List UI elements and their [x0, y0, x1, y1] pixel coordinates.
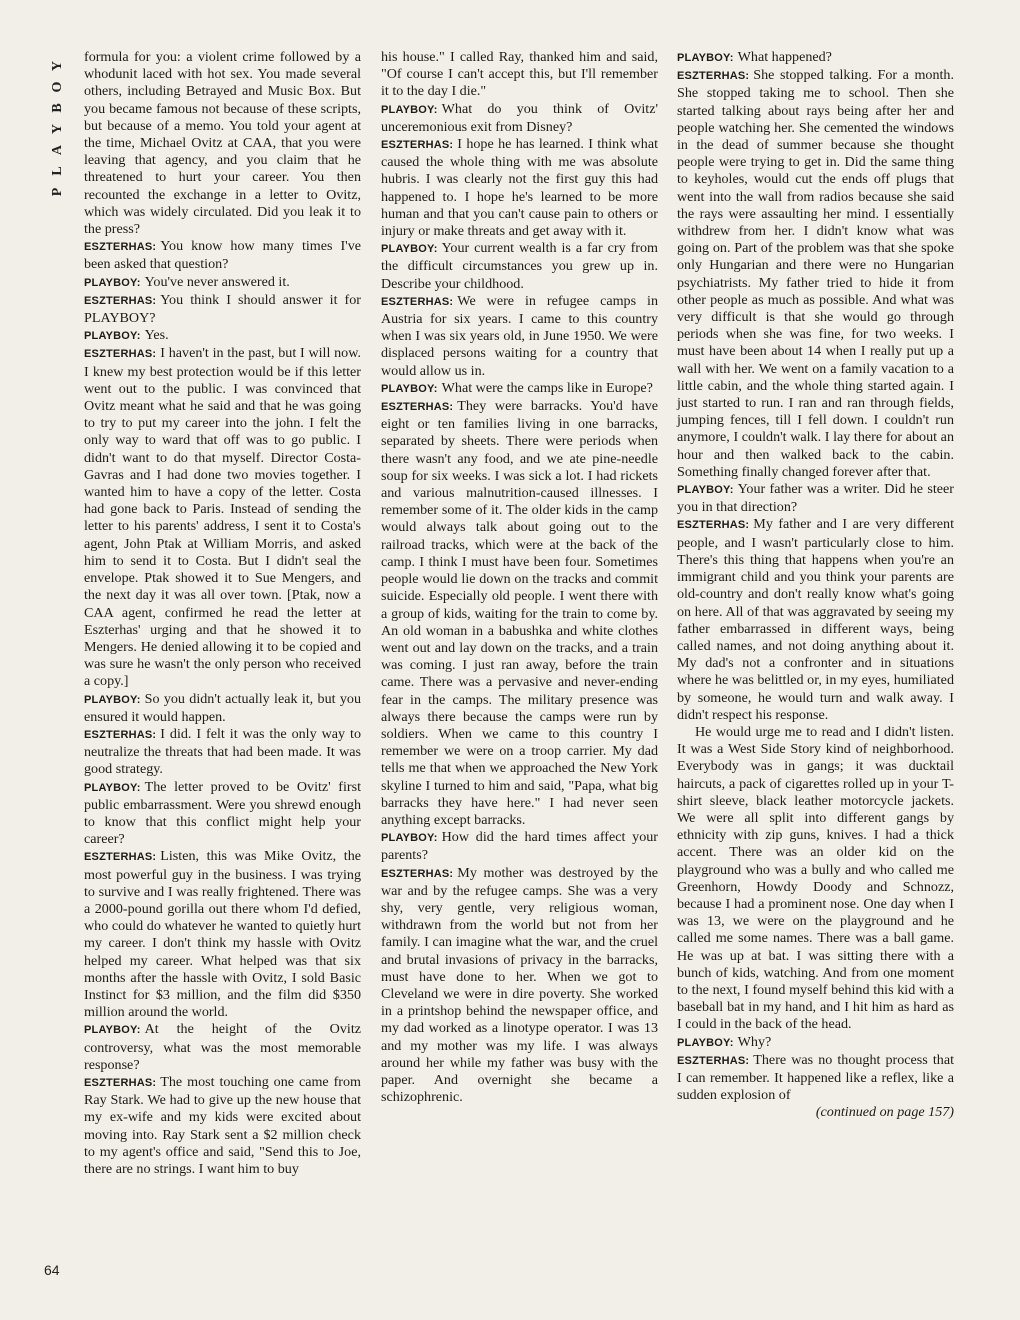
magazine-name-vertical: [44, 44, 74, 197]
paragraph-text: You've never answered it.: [144, 273, 290, 290]
paragraph-text: I hope he has learned. I think what caused the whole thing with me was absolute hubris. I was clearly not the first guy this had happened to. I hope he's learned to be more human and that you can't cause pain to others or injury or make threats and get away with it.: [381, 136, 658, 240]
speaker-label: PLAYBOY:: [381, 243, 438, 256]
page-number: 64: [44, 1262, 60, 1278]
paragraph-text: I haven't in the past, but I will now. I knew my best protection would be if this letter went out to the public. I was convinced that Ovitz meant what he said and that he was going to try to put my career into the john. I felt the only way to ward that off was to go public. I didn't want to do that myself. Director Costa-Gavras and I had done two movies together. I wanted him to have a copy of the letter. Costa had gone back to Paris. Instead of sending the letter to his parents' address, I sent it to Costa's agent, John Ptak at William Morris, and asked him to send it to Costa. But I didn't seal the envelope. Ptak showed it to Sue Mengers, and the next day it was all over town. [Ptak, now a CAA agent, confirmed he read the letter at Eszterhas' urging and that he showed it to Mengers. He denied allowing it to be copied and was sure he wasn't the only person who received a copy.]: [84, 345, 361, 690]
continued-note: (continued on page 157): [815, 1104, 954, 1121]
speaker-label: ESZTERHAS:: [84, 241, 157, 254]
paragraph-text: What do you think of Ovitz' unceremonious exit from Disney?: [381, 100, 658, 135]
speaker-label: PLAYBOY:: [677, 1036, 734, 1049]
speaker-label: ESZTERHAS:: [84, 728, 157, 741]
interview-exchange: [84, 238, 361, 273]
speaker-label: PLAYBOY:: [677, 52, 734, 64]
masthead-letter: B: [50, 103, 65, 113]
speaker-label: PLAYBOY:: [84, 276, 141, 289]
speaker-label: ESZTERHAS:: [677, 1054, 750, 1067]
paragraph-text: You think I should answer it for PLAYBOY?: [84, 291, 361, 327]
speaker-label: PLAYBOY:: [84, 1024, 141, 1037]
article-column-2: [381, 49, 658, 1106]
interview-exchange: [381, 380, 658, 398]
interview-exchange: [84, 274, 361, 292]
interview-exchange: [84, 726, 361, 779]
body-paragraph: [677, 724, 954, 1034]
speaker-label: ESZTERHAS:: [381, 401, 454, 414]
interview-exchange: [84, 848, 361, 1021]
interview-exchange: [84, 1021, 361, 1074]
masthead-letter: A: [50, 144, 65, 156]
paragraph-text: They were barracks. You'd have eight or ten families living in one barracks, separated by sheets. There were periods when there wasn't any food, and we ate pine-needle soup for six weeks. I was sick a lot. I had rickets and various malnutrition-caused illnesses. I remember some of it. The older kids in the camp would always talk about going out to the railroad tracks, which were at the back of the camp. I think I must have been four. Sometimes people would lie down on the tracks and commit suicide. Especially old people. I went there with a group of kids, waiting for the train to come by. An old woman in a babushka and white clothes went out and lay down on the tracks, and a train was coming. I just ran away, before the train came. There was a pervasive and never-ending fear in the camps. The military presence was always there because the camps were run by soldiers. When we came to this country I remember we were on a troop carrier. My dad tells me that when we approached the New York skyline I turned to him and said, "Papa, what big barracks they have here." I had never seen anything except barracks.: [381, 398, 658, 828]
paragraph-text: Your father was a writer. Did he steer you in that direction?: [677, 481, 954, 516]
interview-exchange: [84, 292, 361, 327]
interview-exchange: [677, 1052, 954, 1105]
interview-exchange: [381, 865, 658, 1107]
masthead-letter: O: [50, 81, 65, 93]
body-paragraph: [381, 49, 658, 101]
paragraph-text: My father and I are very different people, and I wasn't particularly close to him. There's this thing that happens when you're an immigrant child and you think your parents are old-country and don't really know what's going on here. All of that was aggravated by seeing my father embarrassed in different ways, being called names, and not doing anything about it. My dad's not a confronter and in situations where he was belittled or, in my eyes, humiliated by someone, he would turn and walk away. I didn't respect his response.: [677, 516, 954, 723]
interview-exchange: [84, 345, 361, 690]
interview-exchange: [381, 136, 658, 240]
paragraph-text: So you didn't actually leak it, but you ensured it would happen.: [84, 690, 361, 725]
speaker-label: PLAYBOY:: [381, 103, 438, 116]
body-paragraph: [84, 49, 361, 238]
speaker-label: PLAYBOY:: [677, 484, 734, 497]
paragraph-text: He would urge me to read and I didn't listen. It was a West Side Story kind of neighborhood. Everybody was in gangs; it was ducktail haircuts, a pack of cigarettes rolled up in your T-shirt sleeve, black leather motorcycle jackets. We were all split into different gangs by ethnicity with zip guns, knives. I had a thick accent. There was an older kid on the playground who was a bully and who called me Greenhorn, Howdy Doody and Schnozz, because I had a prominent nose. One day when I was 13, we were on the playground and he called me some names. There was a ball game. He was up at bat. I was sitting there with a bunch of kids, watching. And from one moment to the next, I found myself behind this kid with a baseball bat in my hand, and I hit him as hard as I could in the back of the head.: [677, 723, 954, 1033]
paragraph-text: You know how many times I've been asked that question?: [84, 238, 361, 273]
masthead-letter: P: [50, 187, 65, 197]
interview-exchange: [84, 327, 361, 345]
interview-exchange: [84, 691, 361, 726]
paragraph-text: There was no thought process that I can remember. It happened like a reflex, like a sudden explosion of: [677, 1051, 954, 1104]
masthead-letter: Y: [50, 60, 65, 72]
paragraph-text: his house." I called Ray, thanked him and said, "Of course I can't accept this, but I'll remember it to the day I die.": [381, 49, 658, 100]
interview-exchange: [677, 481, 954, 516]
speaker-label: PLAYBOY:: [381, 382, 438, 395]
paragraph-text: The letter proved to be Ovitz' first public embarrassment. Were you shrewd enough to know that this conflict might help your career?: [84, 778, 361, 848]
paragraph-text: Listen, this was Mike Ovitz, the most powerful guy in the business. I was trying to survive and I was really frightened. There was a 2000-pound gorilla out there whom I'd defied, who could do whatever he wanted to quietly hurt my career. I don't think my hassle with Ovitz helped my career. What helped was that six months after the hassle with Ovitz, I sold Basic Instinct for $3 million, and the film did $350 million around the world.: [84, 848, 361, 1021]
paragraph-text: My mother was destroyed by the war and by the refugee camps. She was a very shy, very gentle, very religious woman, withdrawn from the world but not from her family. I can imagine what the war, and the cruel and brutal invasions of privacy in the barracks, must have done to her. When we got to Cleveland we were in dire poverty. She worked in a printshop behind the newspaper office, and my dad worked as a linotype operator. I was 13 and my mother was my life. I was always around her while my father was busy with the paper. And overnight she became a schizophrenic.: [381, 864, 658, 1106]
speaker-label: ESZTERHAS:: [381, 867, 454, 880]
masthead-letter: Y: [50, 123, 65, 135]
paragraph-text: The most touching one came from Ray Stark. We had to give up the new house that my ex-wife and my kids were excited about moving into. Ray Stark sent a $2 million check to my agent's office and said, "Send this to Joe, there are no strings. I want him to buy: [84, 1073, 361, 1177]
interview-exchange: [381, 101, 658, 136]
masthead-letter: L: [50, 166, 65, 176]
speaker-label: PLAYBOY:: [84, 693, 141, 706]
paragraph-text: I did. I felt it was the only way to neutralize the threats that had been made. It was good strategy.: [84, 725, 361, 778]
interview-exchange: [381, 240, 658, 293]
paragraph-text: What happened?: [737, 49, 832, 65]
paragraph-text: How did the hard times affect your parents?: [381, 829, 658, 864]
paragraph-text: Why?: [737, 1033, 772, 1050]
speaker-label: ESZTERHAS:: [84, 1076, 157, 1089]
paragraph-text: Yes.: [144, 327, 169, 344]
interview-exchange: [84, 779, 361, 849]
speaker-label: PLAYBOY:: [381, 832, 438, 845]
interview-exchange: [381, 293, 658, 380]
article-column-1: [84, 49, 361, 1178]
interview-exchange: [677, 67, 954, 481]
interview-exchange: [677, 516, 954, 723]
paragraph-text: At the height of the Ovitz controversy, what was the most memorable response?: [84, 1021, 361, 1073]
paragraph-text: Your current wealth is a far cry from the difficult circumstances you grew up in. Describe your childhood.: [381, 240, 658, 292]
speaker-label: ESZTERHAS:: [381, 139, 454, 152]
speaker-label: ESZTERHAS:: [381, 295, 454, 308]
interview-exchange: [84, 1074, 361, 1178]
interview-exchange: [381, 398, 658, 829]
paragraph-text: What were the camps like in Europe?: [441, 379, 653, 396]
speaker-label: ESZTERHAS:: [84, 851, 157, 864]
interview-exchange: [677, 49, 954, 67]
paragraph-text: We were in refugee camps in Austria for six years. I came to this country when I was six years old, in June 1950. We were displaced persons waiting for a country that would allow us in.: [381, 292, 658, 379]
speaker-label: PLAYBOY:: [84, 781, 141, 794]
speaker-label: ESZTERHAS:: [84, 294, 157, 307]
interview-exchange: [677, 1034, 954, 1052]
speaker-label: ESZTERHAS:: [84, 348, 157, 361]
speaker-label: PLAYBOY:: [84, 330, 141, 343]
paragraph-text: She stopped talking. For a month. She stopped taking me to school. Then she started talking about rays being after her and people watching her. She cemented the windows in the dead of summer because she thought people were trying to get in. Did the same thing to keyholes, would cut the ends off plugs that went into the wall from radios because she said the rays were assaulting her mind. I essentially withdrew from her. I didn't know what was going on. Part of the problem was that she spoke only Hungarian and there were no Hungarian psychiatrists. My father tried to hide it from other people as much as possible. And what was very difficult is that she would go through periods when she was fine, for two weeks. I must have been about 14 when I really put up a wall with her. We went on a family vacation to a little cabin, and the whole thing started again. I just started to run. I ran and ran through fields, jumping fences, till I fell down. I couldn't run anymore, I couldn't walk. I lay there for about an hour and then walked back to the cabin. Something finally changed forever after that.: [677, 67, 954, 480]
paragraph-text: formula for you: a violent crime followed by a whodunit laced with hot sex. You made several others, including Betrayed and Music Box. But you became famous not because of these scripts, but because of a memo. You told your agent at the time, Michael Ovitz at CAA, that you were leaving that agency, and you claim that he threatened to hurt your career. You then recounted the exchange in a letter to Ovitz, which was widely circulated. Did you leak it to the press?: [84, 49, 361, 238]
speaker-label: ESZTERHAS:: [677, 519, 750, 532]
interview-exchange: [381, 829, 658, 864]
speaker-label: ESZTERHAS:: [677, 70, 750, 83]
article-column-3: [677, 49, 954, 1122]
